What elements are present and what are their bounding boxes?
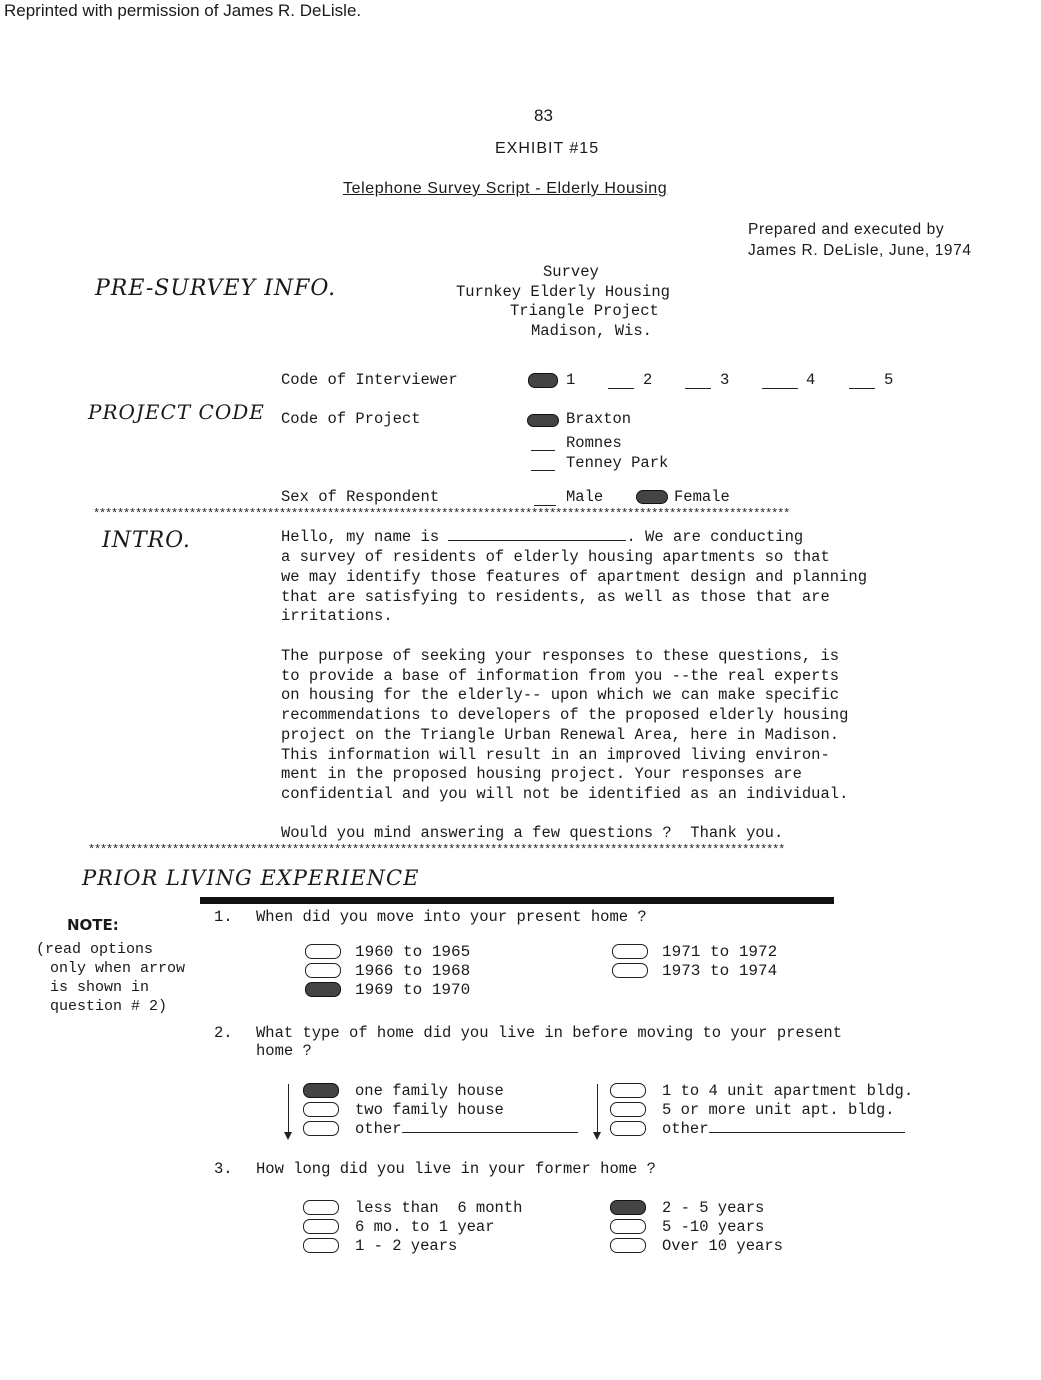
q2-number: 2. bbox=[214, 1024, 233, 1042]
interviewer-option-label: 5 bbox=[884, 371, 894, 389]
interviewer-option-label: 2 bbox=[643, 371, 653, 389]
q1-option-label: 1971 to 1972 bbox=[662, 943, 778, 961]
intro-greeting-start: Hello, my name is bbox=[281, 528, 440, 546]
sex-male-label: Male bbox=[566, 488, 604, 506]
q2-option-other bbox=[355, 1120, 578, 1140]
section-underline-bar bbox=[200, 897, 834, 904]
q3-option-checkbox[interactable] bbox=[610, 1238, 646, 1253]
q2-option-label: two family house bbox=[355, 1101, 504, 1119]
project-code-label: Code of Project bbox=[281, 410, 421, 428]
q3-option-checkbox[interactable] bbox=[303, 1238, 339, 1253]
sex-male-blank[interactable] bbox=[534, 504, 556, 506]
page-number: 83 bbox=[534, 106, 553, 125]
prepared-by-line2: James R. DeLisle, June, 1974 bbox=[748, 242, 972, 259]
intro-text-line: we may identify those features of apartment design and planning bbox=[281, 568, 867, 586]
asterisk-divider: ******************************************************************************************************************** bbox=[88, 843, 785, 857]
project-option-blank[interactable] bbox=[531, 469, 555, 471]
interviewer-option-label: 3 bbox=[720, 371, 730, 389]
q2-text-line: What type of home did you live in before moving to your present bbox=[256, 1024, 842, 1042]
project-option-label: Romnes bbox=[566, 434, 622, 452]
q2-text-line: home ? bbox=[256, 1042, 312, 1060]
survey-header-line: Survey bbox=[543, 263, 599, 281]
q2-option-checkbox[interactable] bbox=[610, 1102, 646, 1117]
q1-option-label: 1973 to 1974 bbox=[662, 962, 778, 980]
read-options-arrow-icon bbox=[288, 1084, 289, 1138]
interviewer-name-blank[interactable] bbox=[448, 539, 626, 541]
q2-option-checkbox[interactable] bbox=[610, 1121, 646, 1136]
purpose-text-line: project on the Triangle Urban Renewal Area, here in Madison. bbox=[281, 726, 840, 744]
q3-option-checkbox[interactable] bbox=[303, 1200, 339, 1215]
project-option-label: Braxton bbox=[566, 410, 632, 428]
q1-option-label: 1960 to 1965 bbox=[355, 943, 471, 961]
q2-option-other bbox=[662, 1120, 905, 1140]
handwritten-project-code: PROJECT CODE bbox=[88, 400, 265, 424]
q3-text: How long did you live in your former home ? bbox=[256, 1160, 656, 1178]
q2-option-label: other bbox=[662, 1120, 709, 1138]
q3-option-checkbox[interactable] bbox=[303, 1219, 339, 1234]
q2-other-blank[interactable] bbox=[402, 1131, 578, 1133]
q1-text: When did you move into your present home ? bbox=[256, 908, 647, 926]
handwritten-prior-living-experience: PRIOR LIVING EXPERIENCE bbox=[82, 866, 420, 890]
q2-option-label: other bbox=[355, 1120, 402, 1138]
interviewer-option-blank[interactable] bbox=[608, 387, 634, 389]
purpose-text-line: This information will result in an improved living environ- bbox=[281, 746, 830, 764]
q2-option-label: one family house bbox=[355, 1082, 504, 1100]
q1-option-checkbox[interactable] bbox=[612, 963, 648, 978]
read-options-arrow-icon bbox=[597, 1084, 598, 1138]
note-title: NOTE: bbox=[67, 916, 119, 934]
intro-text-line: that are satisfying to residents, as well as those that are bbox=[281, 588, 830, 606]
handwritten-pre-survey-info: PRE-SURVEY INFO. bbox=[95, 276, 337, 301]
q1-option-checkbox[interactable] bbox=[305, 944, 341, 959]
sex-female-label: Female bbox=[674, 488, 730, 506]
q2-option-label: 1 to 4 unit apartment bldg. bbox=[662, 1082, 914, 1100]
q2-option-checkbox[interactable] bbox=[303, 1083, 339, 1098]
project-option-blank[interactable] bbox=[531, 449, 555, 451]
prepared-by-line1: Prepared and executed by bbox=[748, 221, 945, 238]
exhibit-label: EXHIBIT #15 bbox=[495, 140, 600, 157]
q2-option-checkbox[interactable] bbox=[303, 1121, 339, 1136]
sex-female-checkbox[interactable] bbox=[636, 490, 668, 504]
note-line: only when arrow bbox=[50, 960, 186, 977]
survey-header-line: Madison, Wis. bbox=[531, 322, 652, 340]
intro-greeting-end: . We are conducting bbox=[626, 528, 804, 546]
q3-option-checkbox[interactable] bbox=[610, 1219, 646, 1234]
interviewer-code-label: Code of Interviewer bbox=[281, 371, 458, 389]
survey-header-line: Turnkey Elderly Housing bbox=[456, 283, 670, 301]
survey-header-line: Triangle Project bbox=[510, 302, 659, 320]
respondent-sex-label: Sex of Respondent bbox=[281, 488, 440, 506]
purpose-text-line: The purpose of seeking your responses to these questions, is bbox=[281, 647, 840, 665]
interviewer-option-blank[interactable] bbox=[849, 387, 875, 389]
q3-number: 3. bbox=[214, 1160, 233, 1178]
q3-option-label: 1 - 2 years bbox=[355, 1237, 458, 1255]
project-option-checkbox[interactable] bbox=[527, 414, 559, 427]
q3-option-label: Over 10 years bbox=[662, 1237, 783, 1255]
handwritten-intro: INTRO. bbox=[102, 528, 191, 553]
q3-option-label: 5 -10 years bbox=[662, 1218, 765, 1236]
q2-other-blank[interactable] bbox=[709, 1131, 905, 1133]
interviewer-option-blank[interactable] bbox=[762, 387, 798, 389]
intro-text-line: irritations. bbox=[281, 607, 393, 625]
project-option-label: Tenney Park bbox=[566, 454, 669, 472]
q1-option-checkbox[interactable] bbox=[305, 982, 341, 997]
purpose-text-line: on housing for the elderly-- upon which we can make specific bbox=[281, 686, 840, 704]
q2-option-label: 5 or more unit apt. bldg. bbox=[662, 1101, 895, 1119]
q1-number: 1. bbox=[214, 908, 233, 926]
interviewer-option-blank[interactable] bbox=[685, 387, 711, 389]
q1-option-label: 1969 to 1970 bbox=[355, 981, 471, 999]
purpose-text-line: to provide a base of information from you --the real experts bbox=[281, 667, 840, 685]
reprint-notice: Reprinted with permission of James R. DeLisle. bbox=[4, 1, 362, 20]
note-line: is shown in bbox=[50, 979, 150, 996]
q3-option-label: less than 6 month bbox=[355, 1199, 523, 1217]
q3-option-checkbox[interactable] bbox=[610, 1200, 646, 1215]
purpose-text-line: ment in the proposed housing project. Your responses are bbox=[281, 765, 802, 783]
q2-option-checkbox[interactable] bbox=[303, 1102, 339, 1117]
interviewer-option-label: 4 bbox=[806, 371, 816, 389]
purpose-text-line: recommendations to developers of the proposed elderly housing bbox=[281, 706, 849, 724]
interviewer-option-checkbox[interactable] bbox=[528, 373, 558, 388]
intro-greeting-line bbox=[281, 528, 803, 548]
q1-option-label: 1966 to 1968 bbox=[355, 962, 471, 980]
q1-option-checkbox[interactable] bbox=[612, 944, 648, 959]
q3-option-label: 2 - 5 years bbox=[662, 1199, 765, 1217]
note-line: (read options bbox=[36, 941, 154, 958]
interviewer-option-label: 1 bbox=[566, 371, 576, 389]
note-line: question # 2) bbox=[50, 998, 168, 1015]
q2-option-checkbox[interactable] bbox=[610, 1083, 646, 1098]
intro-text-line: a survey of residents of elderly housing apartments so that bbox=[281, 548, 830, 566]
page-title: Telephone Survey Script - Elderly Housing bbox=[343, 180, 668, 197]
purpose-text-line: confidential and you will not be identified as an individual. bbox=[281, 785, 849, 803]
q3-option-label: 6 mo. to 1 year bbox=[355, 1218, 495, 1236]
q1-option-checkbox[interactable] bbox=[305, 963, 341, 978]
asterisk-divider: ******************************************************************************************************************** bbox=[93, 507, 790, 521]
intro-closing: Would you mind answering a few questions ? Thank you. bbox=[281, 824, 784, 842]
